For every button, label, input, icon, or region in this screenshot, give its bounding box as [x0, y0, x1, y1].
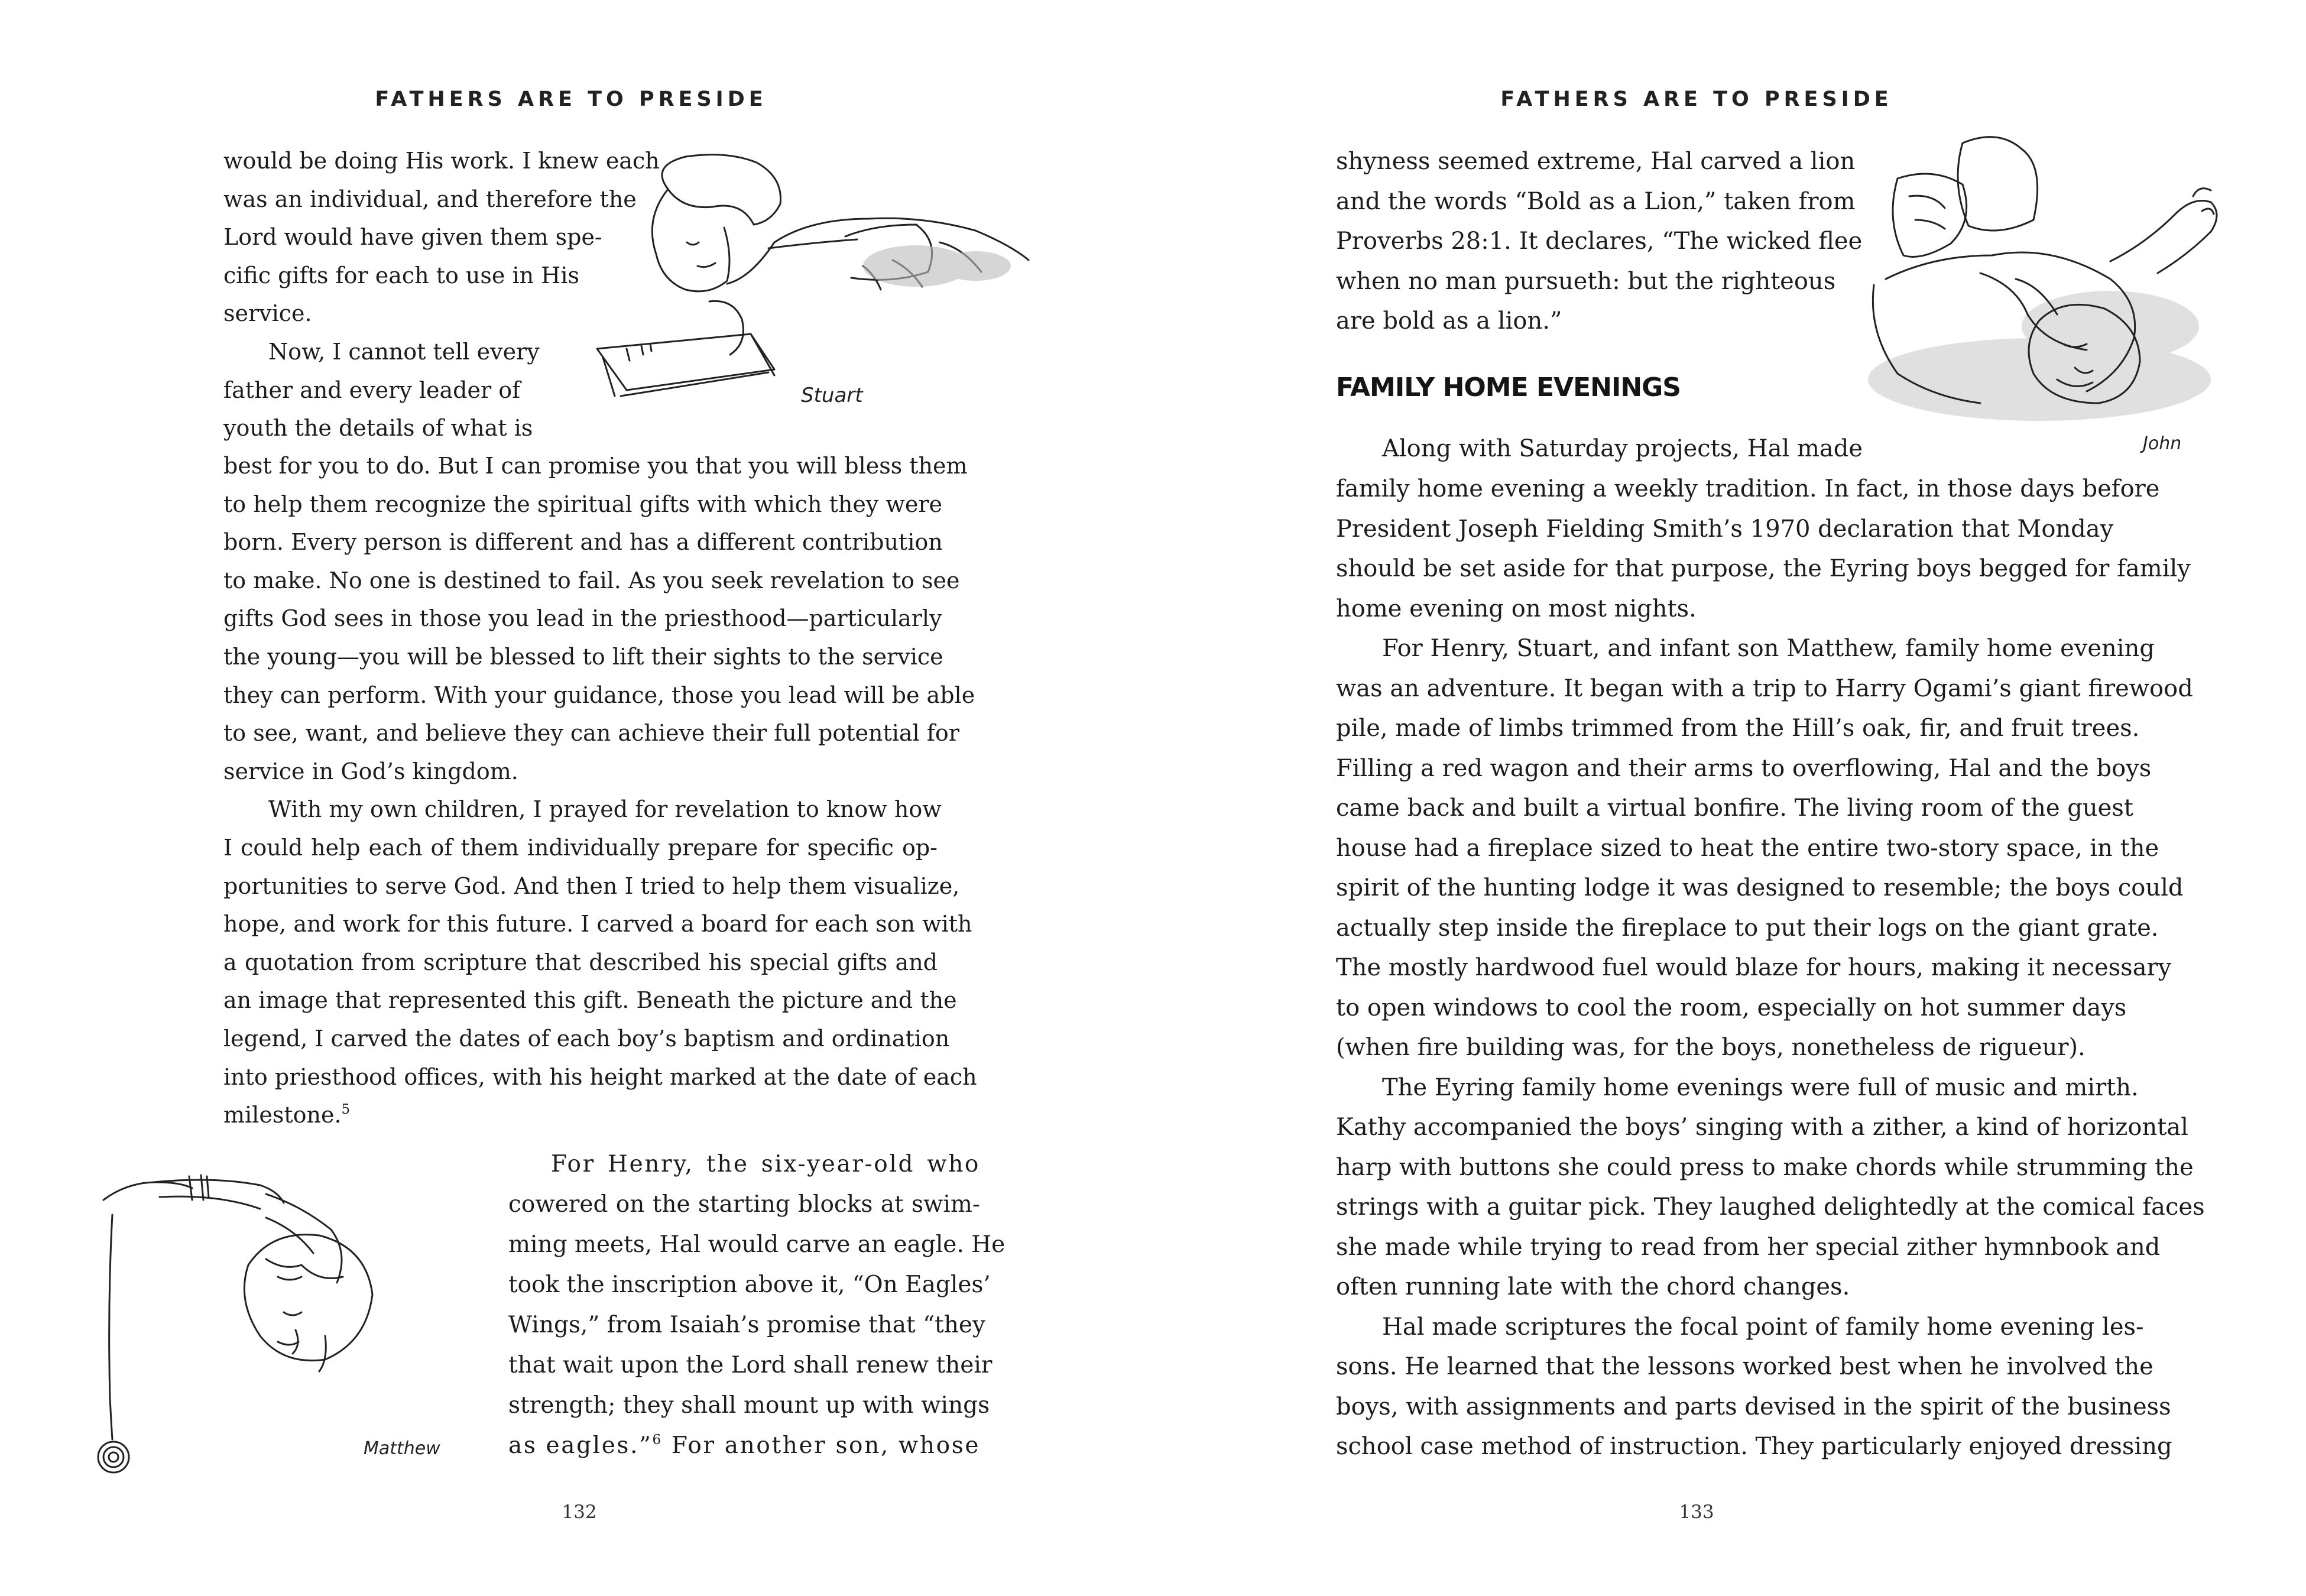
- text-block-top: [1336, 142, 1863, 342]
- text-line: gifts God sees in those you lead in the priesthood—particularly: [223, 605, 942, 632]
- sketch-signature: Matthew: [364, 1438, 440, 1459]
- text-line: best for you to do. But I can promise you that you will bless them: [223, 453, 968, 479]
- arm: [154, 1180, 284, 1209]
- text-line: an image that represented this gift. Beneath the picture and the: [223, 987, 957, 1014]
- text-line: For Henry, the six-year-old who: [551, 1151, 980, 1177]
- text-line: Hal made scriptures the focal point of family home evening les-: [1382, 1313, 2144, 1341]
- text-line: that wait upon the Lord shall renew their: [508, 1352, 993, 1378]
- text-line: strength; they shall mount up with wings: [508, 1392, 990, 1419]
- head: [244, 1235, 372, 1361]
- text-line: Kathy accompanied the boys’ singing with a zither, a kind of horizontal: [1336, 1114, 2188, 1141]
- pillow: [1958, 137, 2038, 231]
- arm: [2110, 201, 2217, 274]
- sketch-signature: John: [2143, 433, 2182, 454]
- text-line: to make. No one is destined to fail. As you seek revelation to see: [223, 567, 960, 593]
- text-line: was an individual, and therefore the: [223, 186, 637, 212]
- text-line: Proverbs 28:1. It declares, “The wicked flee: [1336, 228, 1863, 255]
- text-line: was an adventure. It began with a trip to Harry Ogami’s giant firewood: [1336, 674, 2193, 702]
- text-line: to open windows to cool the room, especially on hot summer days: [1336, 994, 2127, 1021]
- section-heading: FAMILY HOME EVENINGS: [1336, 372, 1681, 403]
- text-block-first-line: [1336, 429, 1863, 469]
- running-head: FATHERS ARE TO PRESIDE: [375, 87, 767, 111]
- text-line: house had a fireplace sized to heat the entire two-story space, in the: [1336, 834, 2159, 862]
- text-line: home evening on most nights.: [1336, 595, 1697, 622]
- text-line: took the inscription above it, “On Eagles’: [508, 1271, 991, 1298]
- text-line: Lord would have given them spe-: [223, 224, 602, 251]
- text-line: often running late with the chord changes.: [1336, 1273, 1850, 1300]
- text-line: cowered on the starting blocks at swim-: [508, 1191, 980, 1218]
- text-line: With my own children, I prayed for revelation to know how: [268, 796, 942, 823]
- text-block-bottom: [508, 1144, 1006, 1466]
- text-line: as eagles.”$^6$ For another son, whose: [508, 1432, 981, 1459]
- text-line: into priesthood offices, with his height marked at the date of each: [223, 1063, 977, 1090]
- yoyo-string: [109, 1215, 112, 1439]
- text-line: school case method of instruction. They particularly enjoyed dressing: [1336, 1433, 2172, 1460]
- text-line: Wings,” from Isaiah’s promise that “they: [508, 1312, 985, 1338]
- text-line: to help them recognize the spiritual gifts with which they were: [223, 491, 943, 517]
- text-line: spirit of the hunting lodge it was designed to resemble; the boys could: [1336, 874, 2184, 901]
- text-line: born. Every person is different and has a different contribution: [223, 529, 943, 556]
- text-line: when no man pursueth: but the righteous: [1336, 267, 1836, 295]
- text-line: cific gifts for each to use in His: [223, 262, 579, 288]
- running-head: FATHERS ARE TO PRESIDE: [1500, 87, 1893, 111]
- text-line: legend, I carved the dates of each boy’s baptism and ordination: [223, 1025, 950, 1052]
- text-line: shyness seemed extreme, Hal carved a lion: [1336, 148, 1856, 175]
- text-line: came back and built a virtual bonfire. The living room of the guest: [1336, 794, 2133, 822]
- text-line: to see, want, and believe they can achieve their full potential for: [223, 720, 959, 747]
- text-line: harp with buttons she could press to make chords while strumming the: [1336, 1153, 2194, 1181]
- text-line: the young—you will be blessed to lift their sights to the service: [223, 643, 943, 670]
- text-line: For Henry, Stuart, and infant son Matthew, family home evening: [1382, 635, 2155, 662]
- text-line: hope, and work for this future. I carved a board for each son with: [223, 911, 972, 938]
- text-line: pile, made of limbs trimmed from the Hill’s oak, fir, and fruit trees.: [1336, 715, 2140, 742]
- text-line: should be set aside for that purpose, the Eyring boys begged for family: [1336, 555, 2191, 582]
- page-number: 132: [562, 1501, 597, 1523]
- text-line: a quotation from scripture that described his special gifts and: [223, 949, 938, 975]
- hair: [662, 155, 781, 225]
- hand: [709, 301, 744, 355]
- text-line: ming meets, Hal would carve an eagle. He: [508, 1231, 1006, 1258]
- text-line: are bold as a lion.”: [1336, 307, 1562, 335]
- sketch-john: [1862, 131, 2234, 462]
- text-line: youth the details of what is: [223, 415, 533, 442]
- text-line: (when fire building was, for the boys, nonetheless de rigueur).: [1336, 1034, 2086, 1061]
- text-line: President Joseph Fielding Smith’s 1970 declaration that Monday: [1336, 515, 2114, 543]
- text-line: sons. He learned that the lessons worked best when he involved the: [1336, 1353, 2153, 1380]
- text-line: strings with a guitar pick. They laughed delightedly at the comical faces: [1336, 1193, 2205, 1221]
- text-line: they can perform. With your guidance, those you lead will be able: [223, 682, 975, 708]
- text-line: Filling a red wagon and their arms to overflowing, Hal and the boys: [1336, 754, 2152, 782]
- text-line: actually step inside the fireplace to put their logs on the giant grate.: [1336, 914, 2159, 942]
- book: [597, 334, 774, 396]
- sketch-matthew: [89, 1159, 479, 1490]
- text-line: boys, with assignments and parts devised in the spirit of the business: [1336, 1393, 2171, 1420]
- text-line: The Eyring family home evenings were full of music and mirth.: [1382, 1073, 2139, 1101]
- right-page: [1153, 0, 2306, 1596]
- text-block-main: [223, 447, 977, 1134]
- text-line: milestone.$^5$: [223, 1102, 351, 1128]
- text-line: she made while trying to read from her special zither hymnbook and: [1336, 1233, 2161, 1261]
- text-line: The mostly hardwood fuel would blaze for hours, making it necessary: [1336, 954, 2172, 981]
- text-line: I could help each of them individually prepare for specific op-: [223, 834, 938, 861]
- text-line: Along with Saturday projects, Hal made: [1382, 435, 1863, 462]
- footnote-marker: 6: [652, 1432, 663, 1448]
- text-line: and the words “Bold as a Lion,” taken from: [1336, 187, 1856, 215]
- text-line: service in God’s kingdom.: [223, 758, 518, 784]
- text-block-main: [1336, 469, 2205, 1467]
- text-line: Now, I cannot tell every: [268, 338, 540, 365]
- text-line: father and every leader of: [223, 377, 521, 403]
- text-line: would be doing His work. I knew each: [223, 148, 660, 174]
- text-line: service.: [223, 300, 312, 327]
- page-number: 133: [1679, 1501, 1714, 1523]
- sketch-signature: Stuart: [801, 384, 863, 407]
- text-line: portunities to serve God. And then I tried to help them visualize,: [223, 872, 960, 899]
- text-block-top: [223, 142, 660, 447]
- text-line: family home evening a weekly tradition. In fact, in those days before: [1336, 475, 2160, 502]
- face: [652, 189, 729, 291]
- footnote-marker: 5: [341, 1102, 351, 1118]
- raised-leg: [1893, 174, 1967, 257]
- sketch-stuart: [585, 154, 1046, 426]
